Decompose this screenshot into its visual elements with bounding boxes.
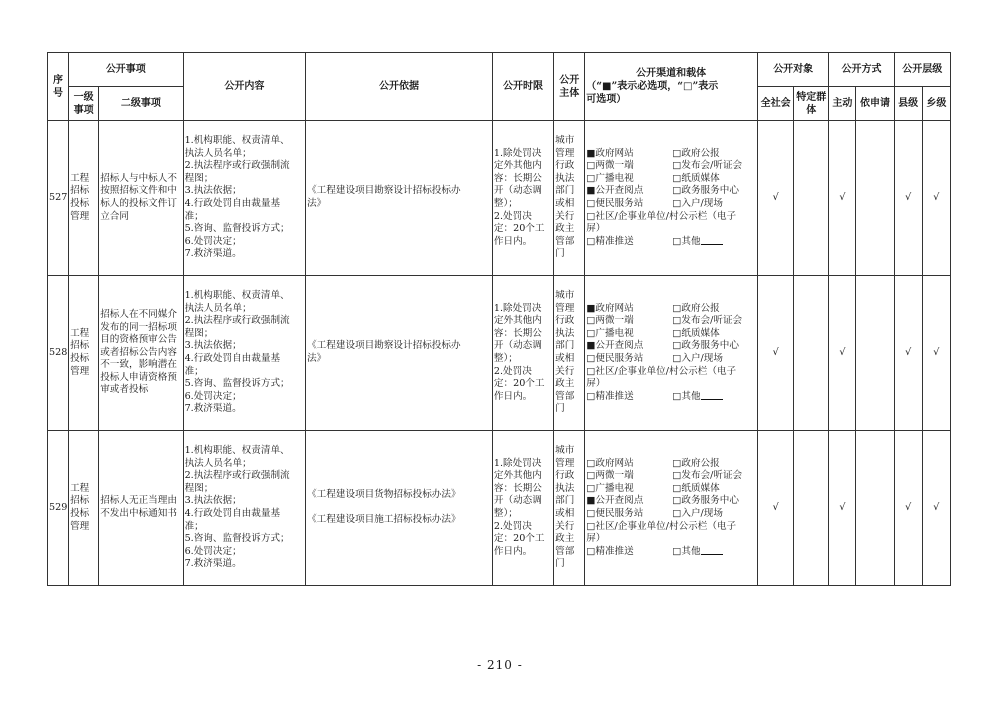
level1-matter: 工程招标投标管理 bbox=[69, 276, 99, 431]
row-number: 528 bbox=[48, 276, 69, 431]
content-line: 执法人员名单； bbox=[184, 457, 252, 469]
subject: 城市管理行政执法部门或相关行政主管部门 bbox=[554, 276, 585, 431]
channel-option: □精准推送 bbox=[586, 545, 634, 557]
channel-option: □发布会/听证会 bbox=[672, 160, 743, 172]
channel-line bbox=[586, 315, 756, 328]
channel-option: 屏） bbox=[586, 533, 606, 545]
level-county-mark: √ bbox=[894, 431, 922, 586]
channel-option: 屏） bbox=[586, 223, 606, 235]
content-line: 2.执法程序或行政强制流 bbox=[184, 315, 290, 327]
channel-line bbox=[586, 353, 756, 366]
period-line: 定外其他内 bbox=[493, 470, 542, 482]
channel-option: □纸质媒体 bbox=[672, 327, 720, 339]
content-line: 6.处罚决定； bbox=[184, 235, 242, 247]
header-target-all: 全社会 bbox=[758, 87, 794, 121]
level1-matter: 工程招标投标管理 bbox=[69, 431, 99, 586]
content-line: 7.救济渠道。 bbox=[184, 248, 242, 260]
channel-line bbox=[586, 366, 756, 379]
channel-option: ■公开查阅点 bbox=[586, 185, 644, 197]
level2-matter: 招标人在不同媒介发布的同一招标项目的资格预审公告或者招标公告内容不一致，影响潜在投标人申请资格预审或者投标 bbox=[99, 276, 183, 431]
channel-option: □便民服务站 bbox=[586, 353, 644, 364]
channel-option: □广播电视 bbox=[586, 327, 634, 339]
content-line: 3.执法依据； bbox=[184, 340, 242, 352]
level-town-mark: √ bbox=[922, 431, 950, 586]
period-line: 作日内。 bbox=[493, 235, 533, 247]
channel-option: □便民服务站 bbox=[586, 508, 644, 519]
channel-option: □其他 bbox=[672, 390, 701, 402]
content bbox=[183, 276, 306, 431]
content-line: 准； bbox=[184, 210, 204, 222]
channel-line bbox=[586, 546, 756, 559]
period-line: 整）； bbox=[493, 198, 518, 209]
channel-option: □精准推送 bbox=[586, 235, 634, 247]
period-line: 作日内。 bbox=[493, 545, 533, 557]
level-county-mark: √ bbox=[894, 121, 922, 276]
period-line: 开（动态调 bbox=[493, 495, 542, 507]
basis-line: 《工程建设项目勘察设计招标投标办 bbox=[307, 185, 461, 197]
channel-option: □政务服务中心 bbox=[672, 185, 739, 197]
blank-underline bbox=[701, 546, 723, 555]
mode-request-mark bbox=[856, 431, 894, 586]
basis-line: 法》 bbox=[307, 198, 327, 209]
content-line: 程图； bbox=[184, 172, 214, 184]
channel-line bbox=[586, 378, 756, 391]
content-line: 程图； bbox=[184, 327, 214, 339]
channel-line bbox=[586, 521, 756, 534]
basis bbox=[306, 431, 493, 586]
channel-line bbox=[586, 236, 756, 249]
content-line: 1.机构职能、权责清单、 bbox=[184, 290, 290, 302]
header-level1: 一级事项 bbox=[69, 87, 99, 121]
channel-option: □政务服务中心 bbox=[672, 495, 739, 507]
period-line: 1.除处罚决 bbox=[493, 302, 542, 314]
basis-line: 《工程建设项目勘察设计招标投标办 bbox=[307, 340, 461, 352]
period-line: 1.除处罚决 bbox=[493, 457, 542, 469]
channel-title: 公开渠道和载体 bbox=[636, 68, 707, 79]
table-row bbox=[48, 276, 951, 431]
channel-option: 屏） bbox=[586, 378, 606, 390]
channel-option: ■政府网站 bbox=[586, 147, 634, 159]
channel-option: □入户/现场 bbox=[672, 508, 723, 519]
content-line: 3.执法依据； bbox=[184, 495, 242, 507]
channel-option: □社区/企事业单位/村公示栏（电子 bbox=[586, 365, 737, 377]
header-channel bbox=[585, 53, 758, 121]
table-row bbox=[48, 121, 951, 276]
header-mode: 公开方式 bbox=[829, 53, 894, 87]
channels bbox=[585, 431, 758, 586]
row-number: 529 bbox=[48, 431, 69, 586]
mode-request-mark bbox=[856, 276, 894, 431]
channel-line bbox=[586, 303, 756, 316]
content-line: 2.执法程序或行政强制流 bbox=[184, 160, 290, 172]
subject: 城市管理行政执法部门或相关行政主管部门 bbox=[554, 121, 585, 276]
channel-option: □两微一端 bbox=[586, 470, 634, 482]
channel-option: □入户/现场 bbox=[672, 198, 723, 209]
channel-line bbox=[586, 458, 756, 471]
content-line: 1.机构职能、权责清单、 bbox=[184, 445, 290, 457]
level-town-mark: √ bbox=[922, 276, 950, 431]
channel-option: □入户/现场 bbox=[672, 353, 723, 364]
channel-line bbox=[586, 508, 756, 521]
content-line: 6.处罚决定； bbox=[184, 390, 242, 402]
mode-active-mark: √ bbox=[829, 431, 856, 586]
period-line: 1.除处罚决 bbox=[493, 147, 542, 159]
content-line: 7.救济渠道。 bbox=[184, 403, 242, 415]
period bbox=[492, 431, 553, 586]
header-level2: 二级事项 bbox=[99, 87, 183, 121]
content-line: 1.机构职能、权责清单、 bbox=[184, 135, 290, 147]
header-level-county: 县级 bbox=[894, 87, 922, 121]
channel-option: □便民服务站 bbox=[586, 198, 644, 209]
disclosure-table bbox=[47, 52, 951, 586]
content bbox=[183, 431, 306, 586]
target-all-mark: √ bbox=[758, 431, 794, 586]
content bbox=[183, 121, 306, 276]
content-line: 执法人员名单； bbox=[184, 147, 252, 159]
level-town-mark: √ bbox=[922, 121, 950, 276]
mode-active-mark: √ bbox=[829, 276, 856, 431]
target-all-mark: √ bbox=[758, 276, 794, 431]
basis bbox=[306, 276, 493, 431]
channel-option: □发布会/听证会 bbox=[672, 470, 743, 482]
channel-line bbox=[586, 391, 756, 404]
target-group-mark bbox=[794, 276, 829, 431]
period-line: 2.处罚决 bbox=[493, 520, 532, 532]
channel-option: □纸质媒体 bbox=[672, 172, 720, 184]
header-subject: 公开主体 bbox=[554, 53, 585, 121]
period-line: 容：长期公 bbox=[493, 172, 542, 184]
header-mode-active: 主动 bbox=[829, 87, 856, 121]
channels bbox=[585, 276, 758, 431]
channel-option: □广播电视 bbox=[586, 172, 634, 184]
target-group-mark bbox=[794, 431, 829, 586]
period-line: 定：20个工 bbox=[493, 223, 545, 235]
content-line: 2.执法程序或行政强制流 bbox=[184, 470, 290, 482]
channel-option: ■政府网站 bbox=[586, 302, 634, 314]
header-matter: 公开事项 bbox=[69, 53, 183, 87]
blank-underline bbox=[701, 391, 723, 400]
channel-option: □政府公报 bbox=[672, 302, 720, 314]
page-number: - 210 - bbox=[477, 658, 523, 672]
channel-option: □政务服务中心 bbox=[672, 340, 739, 352]
channel-line bbox=[586, 328, 756, 341]
header-period: 公开时限 bbox=[492, 53, 553, 121]
header-content: 公开内容 bbox=[183, 53, 306, 121]
channel-line bbox=[586, 533, 756, 546]
channel-note-1: （“■”表示必选项，“□”表示 bbox=[586, 81, 719, 92]
content-line: 执法人员名单； bbox=[184, 302, 252, 314]
basis-line: 法》 bbox=[307, 353, 327, 364]
subject: 城市管理行政执法部门或相关行政主管部门 bbox=[554, 431, 585, 586]
channel-line bbox=[586, 198, 756, 211]
period-line: 开（动态调 bbox=[493, 185, 542, 197]
content-line: 7.救济渠道。 bbox=[184, 558, 242, 570]
table-row bbox=[48, 431, 951, 586]
target-all-mark: √ bbox=[758, 121, 794, 276]
header-target: 公开对象 bbox=[758, 53, 829, 87]
channel-option: ■公开查阅点 bbox=[586, 495, 644, 507]
channel-line bbox=[586, 211, 756, 224]
channel-option: □政府公报 bbox=[672, 147, 720, 159]
level1-matter: 工程招标投标管理 bbox=[69, 121, 99, 276]
channel-line bbox=[586, 223, 756, 236]
header-mode-request: 依申请 bbox=[856, 87, 894, 121]
channel-line bbox=[586, 495, 756, 508]
channel-option: □社区/企事业单位/村公示栏（电子 bbox=[586, 210, 737, 222]
channel-option: □两微一端 bbox=[586, 160, 634, 172]
period-line: 整）； bbox=[493, 508, 518, 519]
period-line: 定外其他内 bbox=[493, 160, 542, 172]
period-line: 开（动态调 bbox=[493, 340, 542, 352]
content-line: 准； bbox=[184, 520, 204, 532]
channel-note-2: 可选项） bbox=[586, 94, 627, 105]
channel-option: □政府公报 bbox=[672, 457, 720, 469]
basis-line: 《工程建设项目货物招标投标办法》 bbox=[307, 489, 461, 501]
channel-option: ■公开查阅点 bbox=[586, 340, 644, 352]
channel-line bbox=[586, 483, 756, 496]
channel-option: □政府网站 bbox=[586, 457, 634, 469]
channel-line bbox=[586, 160, 756, 173]
channel-line bbox=[586, 148, 756, 161]
content-line: 准； bbox=[184, 365, 204, 377]
period-line: 2.处罚决 bbox=[493, 210, 532, 222]
basis bbox=[306, 121, 493, 276]
period-line: 作日内。 bbox=[493, 390, 533, 402]
period bbox=[492, 121, 553, 276]
content-line: 4.行政处罚自由裁量基 bbox=[184, 353, 281, 364]
target-group-mark bbox=[794, 121, 829, 276]
channel-option: □两微一端 bbox=[586, 315, 634, 327]
header-basis: 公开依据 bbox=[306, 53, 493, 121]
content-line: 程图； bbox=[184, 482, 214, 494]
channel-line bbox=[586, 185, 756, 198]
content-line: 5.咨询、监督投诉方式； bbox=[184, 378, 290, 390]
mode-active-mark: √ bbox=[829, 121, 856, 276]
level2-matter: 招标人与中标人不按照招标文件和中标人的投标文件订立合同 bbox=[99, 121, 183, 276]
level2-matter: 招标人无正当理由不发出中标通知书 bbox=[99, 431, 183, 586]
period-line: 定：20个工 bbox=[493, 378, 545, 390]
channel-option: □其他 bbox=[672, 235, 701, 247]
content-line: 4.行政处罚自由裁量基 bbox=[184, 198, 281, 209]
content-line: 5.咨询、监督投诉方式； bbox=[184, 223, 290, 235]
period-line: 定外其他内 bbox=[493, 315, 542, 327]
header-no: 序号 bbox=[48, 53, 69, 121]
channel-option: □社区/企事业单位/村公示栏（电子 bbox=[586, 520, 737, 532]
basis-line: 《工程建设项目施工招标投标办法》 bbox=[307, 514, 461, 525]
channels bbox=[585, 121, 758, 276]
period-line: 2.处罚决 bbox=[493, 365, 532, 377]
channel-line bbox=[586, 173, 756, 186]
period-line: 容：长期公 bbox=[493, 327, 542, 339]
content-line: 6.处罚决定； bbox=[184, 545, 242, 557]
channel-line bbox=[586, 470, 756, 483]
header-level: 公开层级 bbox=[894, 53, 950, 87]
channel-line bbox=[586, 340, 756, 353]
channel-option: □发布会/听证会 bbox=[672, 315, 743, 327]
period bbox=[492, 276, 553, 431]
mode-request-mark bbox=[856, 121, 894, 276]
period-line: 定：20个工 bbox=[493, 533, 545, 545]
channel-option: □其他 bbox=[672, 545, 701, 557]
header-target-group: 特定群体 bbox=[794, 87, 829, 121]
channel-option: □纸质媒体 bbox=[672, 482, 720, 494]
channel-option: □广播电视 bbox=[586, 482, 634, 494]
row-number: 527 bbox=[48, 121, 69, 276]
period-line: 整）； bbox=[493, 353, 518, 364]
level-county-mark: √ bbox=[894, 276, 922, 431]
content-line: 4.行政处罚自由裁量基 bbox=[184, 508, 281, 519]
header-level-town: 乡级 bbox=[922, 87, 950, 121]
content-line: 5.咨询、监督投诉方式； bbox=[184, 533, 290, 545]
period-line: 容：长期公 bbox=[493, 482, 542, 494]
blank-underline bbox=[701, 236, 723, 245]
channel-option: □精准推送 bbox=[586, 390, 634, 402]
content-line: 3.执法依据； bbox=[184, 185, 242, 197]
